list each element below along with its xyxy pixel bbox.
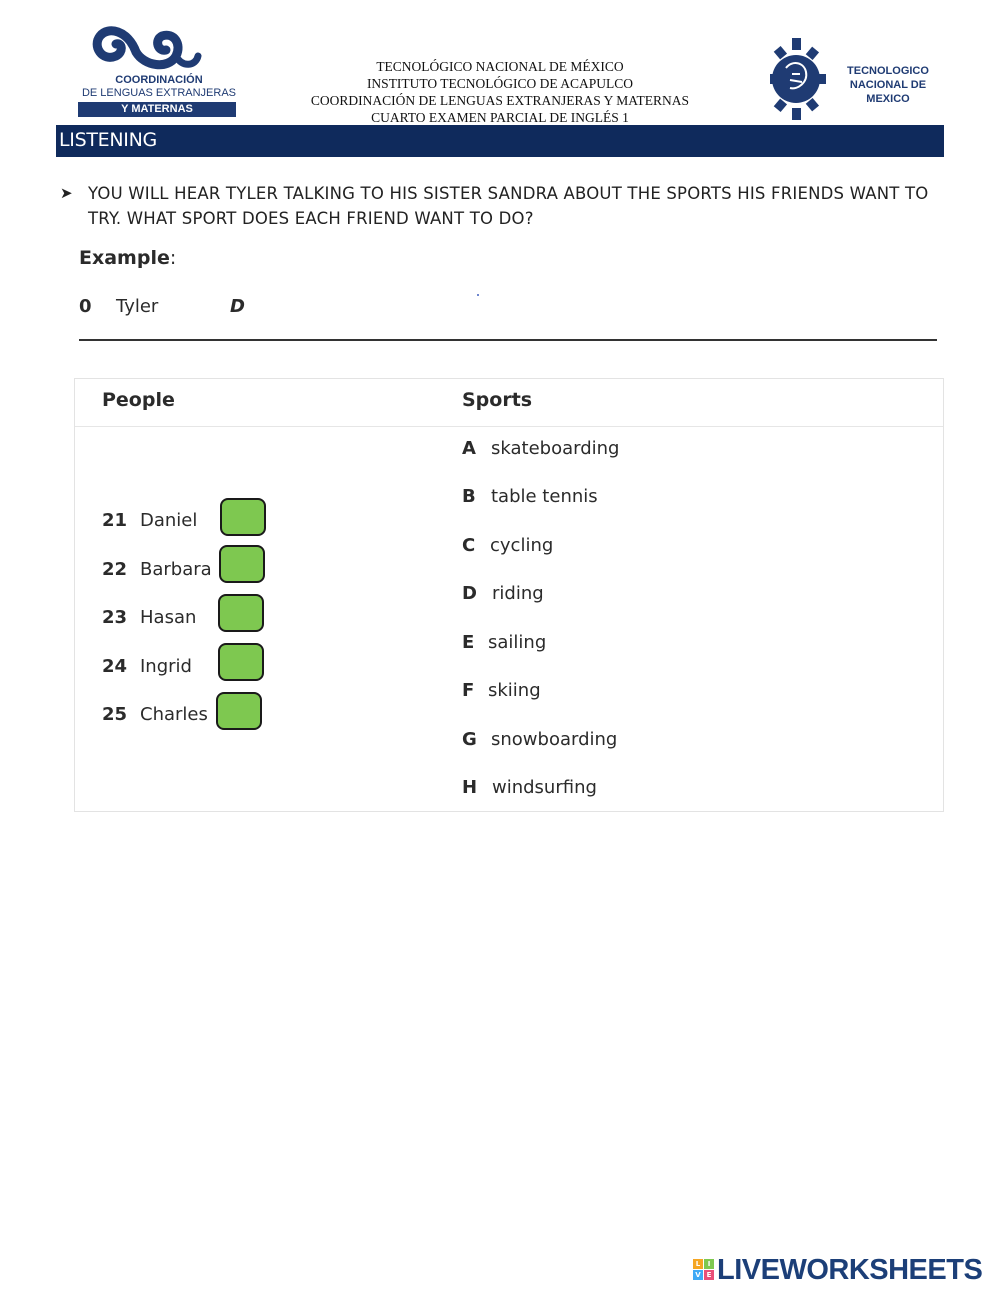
example-name: Tyler <box>116 296 159 317</box>
sport-letter: H <box>462 777 478 798</box>
logo-line-3: Y MATERNAS <box>78 102 236 117</box>
sport-name: riding <box>492 583 544 604</box>
sport-name: skiing <box>488 680 541 701</box>
person-name: Hasan <box>140 607 197 628</box>
person-number: 24 <box>102 656 128 677</box>
person-number: 25 <box>102 704 128 725</box>
sport-name: skateboarding <box>491 438 620 459</box>
sport-letter: G <box>462 729 477 750</box>
arrow-bullet-icon: ➤ <box>60 184 73 202</box>
institution-header <box>280 58 720 126</box>
example-label <box>79 247 176 269</box>
stray-dot <box>477 294 479 296</box>
brand-icon-letter: E <box>704 1270 714 1280</box>
sport-letter: C <box>462 535 476 556</box>
person-number: 21 <box>102 510 128 531</box>
sports-header: Sports <box>462 389 533 411</box>
brand-icon-letter: L <box>693 1259 703 1269</box>
tecnm-logo <box>770 38 945 120</box>
sport-letter: D <box>462 583 477 604</box>
example-number: 0 <box>79 296 92 317</box>
section-title-band <box>56 125 944 157</box>
sport-letter: B <box>462 486 476 507</box>
example-colon: : <box>169 247 177 269</box>
answer-box-25[interactable] <box>216 692 262 730</box>
tecnm-line-2: NACIONAL DE MEXICO <box>849 79 927 105</box>
answer-box-23[interactable] <box>218 594 264 632</box>
sport-name: cycling <box>490 535 554 556</box>
person-name: Charles <box>140 704 208 725</box>
example-answer: D <box>230 296 245 317</box>
sport-letter: E <box>462 632 475 653</box>
institution-line: TECNOLÓGICO NACIONAL DE MÉXICO <box>376 59 624 74</box>
divider <box>79 339 937 341</box>
person-name: Daniel <box>140 510 198 531</box>
gear-eagle-icon <box>770 38 828 120</box>
logo-line-2: DE LENGUAS EXTRANJERAS <box>81 87 237 99</box>
tecnm-wordmark <box>828 64 948 106</box>
instruction-text: YOU WILL HEAR TYLER TALKING TO HIS SISTER SANDRA ABOUT THE SPORTS HIS FRIENDS WANT TO TRY. WHAT SPORT DOES EACH FRIEND WANT TO DO? <box>88 184 929 228</box>
brand-wordmark: LIVEWORKSHEETS <box>717 1254 983 1286</box>
person-number: 23 <box>102 607 128 628</box>
brand-icon-letter: V <box>693 1270 703 1280</box>
sport-letter: A <box>462 438 476 459</box>
section-title: LISTENING <box>59 129 157 151</box>
person-number: 22 <box>102 559 128 580</box>
answer-box-22[interactable] <box>219 545 265 583</box>
sport-name: sailing <box>488 632 547 653</box>
sport-name: table tennis <box>491 486 598 507</box>
answer-box-21[interactable] <box>220 498 266 536</box>
swirl-logo-icon <box>78 22 240 74</box>
sport-name: windsurfing <box>492 777 597 798</box>
logo-line-1: COORDINACIÓN <box>115 74 203 86</box>
tecnm-line-1: TECNOLOGICO <box>847 65 929 77</box>
sport-name: snowboarding <box>491 729 618 750</box>
person-name: Barbara <box>140 559 212 580</box>
coordinacion-logo <box>78 22 240 118</box>
answer-box-24[interactable] <box>218 643 264 681</box>
person-name: Ingrid <box>140 656 192 677</box>
sport-letter: F <box>462 680 475 701</box>
table-header-divider <box>75 426 943 427</box>
institution-line: INSTITUTO TECNOLÓGICO DE ACAPULCO <box>366 76 634 91</box>
people-header: People <box>102 389 175 411</box>
institution-line: COORDINACIÓN DE LENGUAS EXTRANJERAS Y MATERNAS <box>310 93 690 108</box>
institution-line: CUARTO EXAMEN PARCIAL DE INGLÉS 1 <box>371 110 629 125</box>
liveworksheets-logo-icon <box>693 1259 715 1281</box>
brand-icon-letter: I <box>704 1259 714 1269</box>
example-label-text: Example <box>79 247 170 269</box>
